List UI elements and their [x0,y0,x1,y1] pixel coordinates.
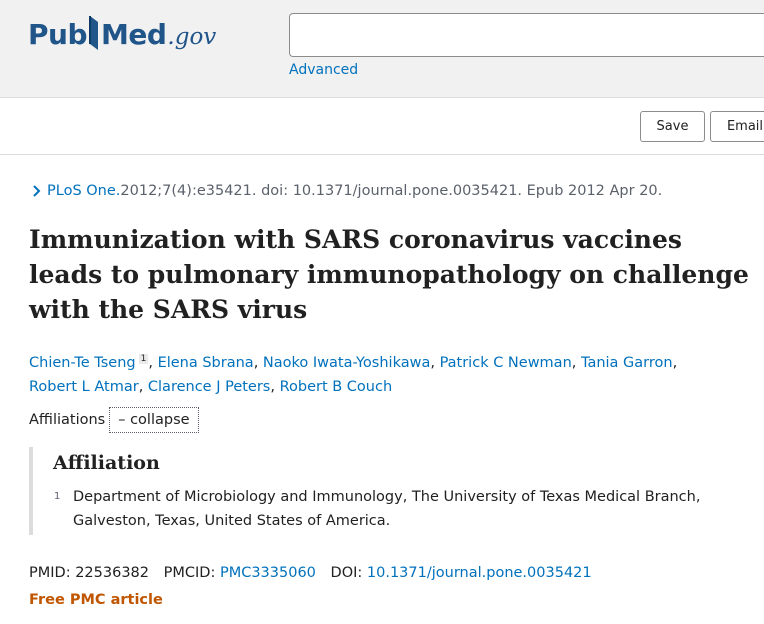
site-header [0,0,764,98]
affiliations-label: Affiliations [29,412,106,428]
action-bar [0,99,764,155]
affiliation-text: Department of Microbiology and Immunology, The University of Texas Medical Branch, Galveston, Texas, United States of America. [73,489,701,529]
author-link[interactable]: Patrick C Newman [439,354,572,371]
author-link[interactable]: Tania Garron [580,354,673,371]
email-button[interactable]: Email [710,111,764,142]
pmid-value: 22536382 [75,565,150,581]
search-input[interactable] [289,13,764,57]
journal-link[interactable]: PLoS One. [47,183,121,199]
article-identifiers [29,563,592,583]
author-link[interactable]: Clarence J Peters [147,378,271,395]
free-pmc-badge: Free PMC article [29,592,163,608]
affiliation-ref[interactable]: 1 [140,354,147,364]
pubmed-logo[interactable] [28,10,216,60]
author-link[interactable]: Naoko Iwata-Yoshikawa [262,354,431,371]
pmcid-link[interactable]: PMC3335060 [219,565,316,581]
collapse-label: collapse [130,412,190,428]
save-button[interactable]: Save [640,111,705,142]
logo-pub-text: Pub [28,18,87,51]
doi-label: DOI: [330,565,363,581]
journal-citation [29,182,662,200]
author-link[interactable]: Elena Sbrana [157,354,254,371]
article-title: Immunization with SARS coronavirus vaccines leads to pulmonary immunopathology on challenge with the SARS virus [29,225,749,324]
advanced-search-link[interactable]: Advanced [289,62,359,78]
minus-icon: – [118,412,126,428]
logo-med-text: Med [101,18,167,51]
author-link[interactable]: Robert L Atmar [29,378,139,395]
affiliation-number: 1 [54,491,61,502]
author-list: Chien-Te Tseng $^1$ , Elena Sbrana, Naoko Iwata-Yoshikawa, Patrick C Newman, Tania Garron, Robert L Atmar, Clarence J Peters, Robert B Couch [29,354,678,395]
book-icon [88,16,100,54]
citation-details: 2012;7(4):e35421. doi: 10.1371/journal.pone.0035421. Epub 2012 Apr 20. [120,183,663,199]
logo-gov-text: .gov [167,24,217,50]
pmid-label: PMID: [29,565,71,581]
pmcid-label: PMCID: [163,565,216,581]
affiliations-toggle-row [29,407,199,433]
author-link[interactable]: Chien-Te Tseng [29,354,136,371]
author-link[interactable]: Robert B Couch [279,378,393,395]
chevron-right-icon [29,183,45,199]
doi-link[interactable]: 10.1371/journal.pone.0035421 [366,565,592,581]
collapse-button[interactable] [109,407,198,433]
affiliation-heading: Affiliation [53,452,160,474]
affiliation-panel [29,447,749,535]
